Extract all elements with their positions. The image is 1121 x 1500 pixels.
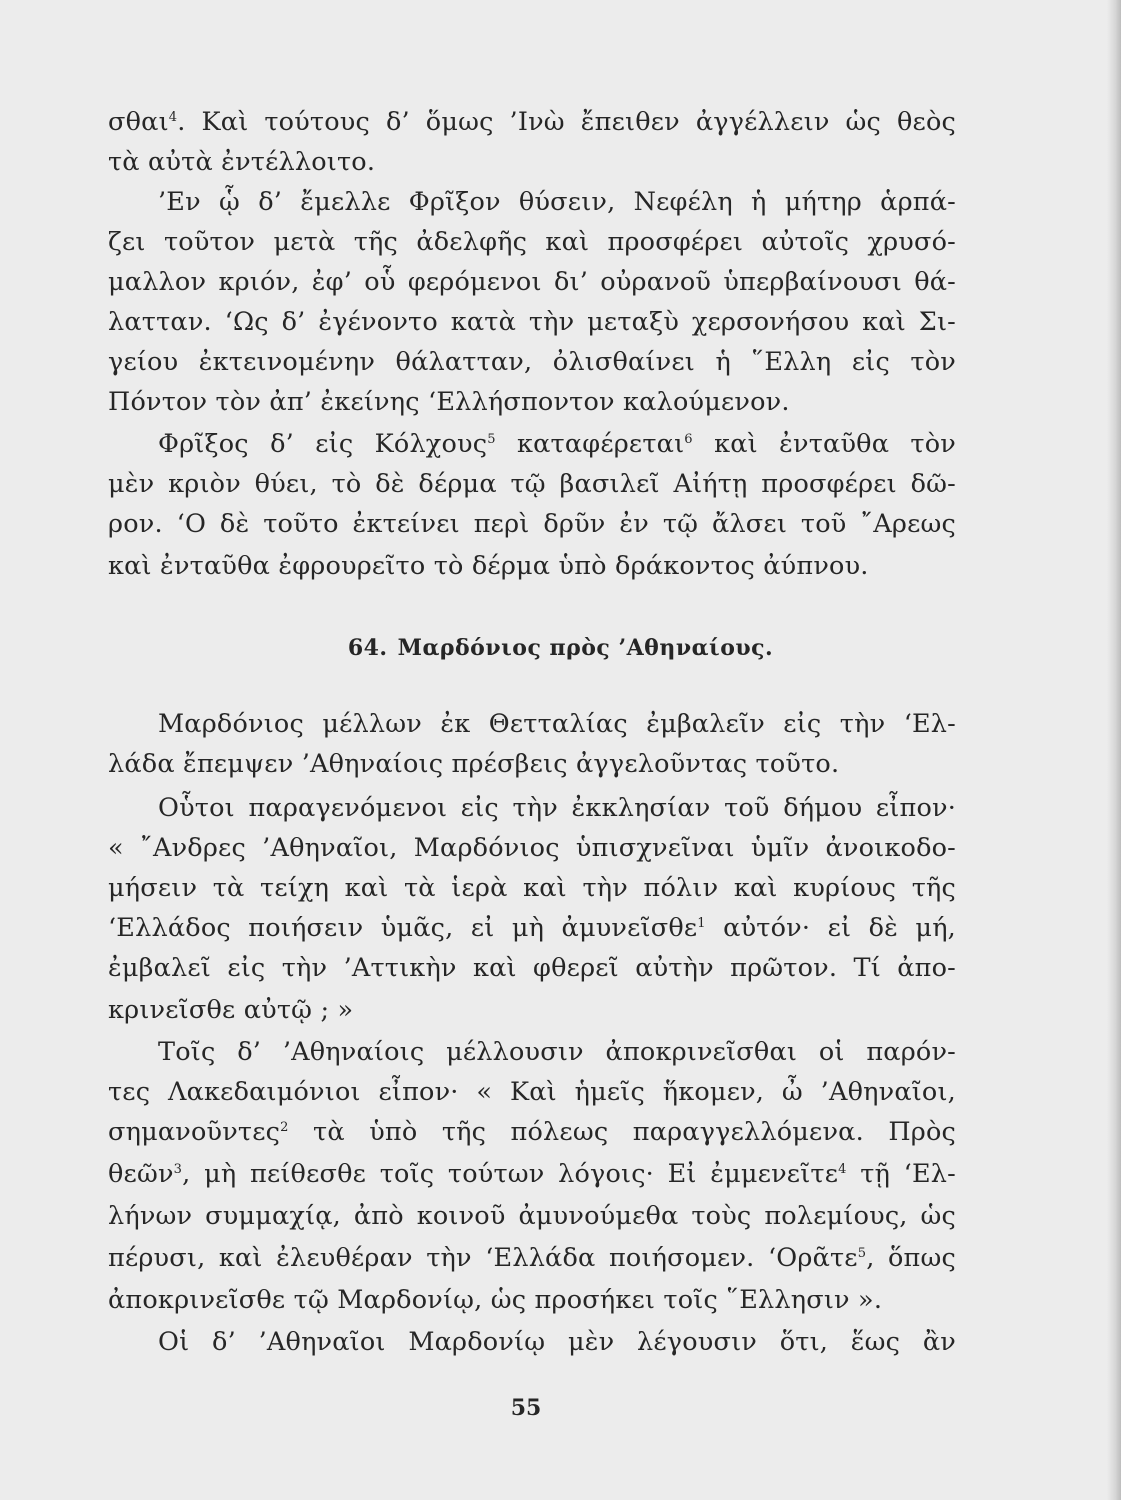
text-line: Τοῖς δ’ ’Αθηναίοις μέλλουσιν ἀποκρινεῖσθαι οἱ παρόν- bbox=[158, 1037, 956, 1067]
text-line: πέρυσι, καὶ ἐλευθέραν τὴν ‘Ελλάδα ποιήσομεν. ‘Ορᾶτε$^5$, ὅπως bbox=[108, 1243, 956, 1273]
footnote-marker: 6 bbox=[684, 432, 693, 447]
text-line: σθαι$^4$. Καὶ τούτους δ’ ὅμως ’Ινὼ ἔπειθεν ἀγγέλλειν ὡς θεὸς bbox=[108, 107, 956, 137]
text-line: θεῶν$^3$, μὴ πείθεσθε τοῖς τούτων λόγοις· Εἰ ἐμμενεῖτε$^4$ τῇ ‘Ελ- bbox=[108, 1159, 956, 1189]
text-line: μὲν κριὸν θύει, τὸ δὲ δέρμα τῷ βασιλεῖ Αἰήτῃ προσφέρει δῶ- bbox=[108, 469, 956, 499]
text-line: Οὗτοι παραγενόμενοι εἰς τὴν ἐκκλησίαν τοῦ δήμου εἶπον· bbox=[158, 793, 956, 823]
text-line: ζει τοῦτον μετὰ τῆς ἀδελφῆς καὶ προσφέρει αὐτοῖς χρυσό- bbox=[108, 227, 956, 257]
text-line: ρον. ‘Ο δὲ τοῦτο ἐκτείνει περὶ δρῦν ἐν τῷ ἄλσει τοῦ ῎Αρεως bbox=[108, 509, 956, 539]
text-line: λήνων συμμαχίᾳ, ἀπὸ κοινοῦ ἀμυνούμεθα τοὺς πολεμίους, ὡς bbox=[108, 1201, 956, 1231]
text-line: ἀποκρινεῖσθε τῷ Μαρδονίῳ, ὡς προσήκει τοῖς ῞Ελλησιν ». bbox=[108, 1285, 883, 1315]
footnote-marker: 4 bbox=[838, 1162, 847, 1177]
text-line: καὶ ἐνταῦθα ἐφρουρεῖτο τὸ δέρμα ὑπὸ δράκοντος ἀύπνου. bbox=[108, 551, 869, 581]
text-line: « ῎Ανδρες ’Αθηναῖοι, Μαρδόνιος ὑπισχνεῖναι ὑμῖν ἀνοικοδο- bbox=[108, 833, 956, 863]
text-line: τὰ αὐτὰ ἐντέλλοιτο. bbox=[108, 147, 376, 177]
footnote-marker: 3 bbox=[173, 1162, 183, 1177]
text-line: ‘Ελλάδος ποιήσειν ὑμᾶς, εἰ μὴ ἀμυνεῖσθε$^1$ αὐτόν· εἰ δὲ μή, bbox=[108, 913, 956, 943]
section-heading bbox=[0, 630, 1121, 666]
text-line: σημανοῦντες$^2$ τὰ ὑπὸ τῆς πόλεως παραγγελλόμενα. Πρὸς bbox=[108, 1117, 956, 1147]
footnote-marker: 2 bbox=[280, 1120, 289, 1135]
text-line: Φρῖξος δ’ εἰς Κόλχους$^5$ καταφέρεται$^6$ καὶ ἐνταῦθα τὸν bbox=[158, 429, 956, 459]
text-line: κρινεῖσθε αὐτῷ ; » bbox=[108, 995, 354, 1025]
section-number: 64. bbox=[347, 635, 388, 661]
text-line: μαλλον κριόν, ἐφ’ οὗ φερόμενοι δι’ οὐρανοῦ ὑπερβαίνουσι θά- bbox=[108, 267, 956, 297]
footnote-marker: 5 bbox=[487, 432, 496, 447]
text-line: λάδα ἔπεμψεν ’Αθηναίοις πρέσβεις ἀγγελοῦντας τοῦτο. bbox=[108, 749, 840, 779]
text-line: ’Εν ᾧ δ’ ἔμελλε Φρῖξον θύσειν, Νεφέλη ἡ μήτηρ ἁρπά- bbox=[158, 187, 956, 217]
text-line: λατταν. ‘Ως δ’ ἐγένοντο κατὰ τὴν μεταξὺ χερσονήσου καὶ Σι- bbox=[108, 307, 956, 337]
text-line: Μαρδόνιος μέλλων ἐκ Θετταλίας ἐμβαλεῖν εἰς τὴν ‘Ελ- bbox=[158, 709, 956, 739]
text-line: Πόντον τὸν ἀπ’ ἐκείνης ‘Ελλήσποντον καλούμενον. bbox=[108, 387, 790, 417]
footnote-marker: 5 bbox=[857, 1246, 867, 1261]
text-line: γείου ἐκτεινομένην θάλατταν, ὀλισθαίνει ἡ ῞Ελλη εἰς τὸν bbox=[108, 347, 956, 377]
text-line: ἐμβαλεῖ εἰς τὴν ’Αττικὴν καὶ φθερεῖ αὐτὴν πρῶτον. Τί ἀπο- bbox=[108, 953, 956, 983]
footnote-marker: 1 bbox=[697, 916, 706, 931]
footnote-marker: 4 bbox=[168, 110, 178, 125]
text-line: τες Λακεδαιμόνιοι εἶπον· « Καὶ ἡμεῖς ἥκομεν, ὦ ’Αθηναῖοι, bbox=[108, 1077, 956, 1107]
text-line: Οἱ δ’ ’Αθηναῖοι Μαρδονίῳ μὲν λέγουσιν ὅτι, ἕως ἂν bbox=[158, 1327, 956, 1357]
page-number: 55 bbox=[510, 1395, 542, 1421]
page-edge-shadow bbox=[1107, 0, 1121, 1500]
section-title: Μαρδόνιος πρὸς ’Αθηναίους. bbox=[397, 635, 774, 661]
text-line: μήσειν τὰ τείχη καὶ τὰ ἱερὰ καὶ τὴν πόλιν καὶ κυρίους τῆς bbox=[108, 873, 956, 903]
